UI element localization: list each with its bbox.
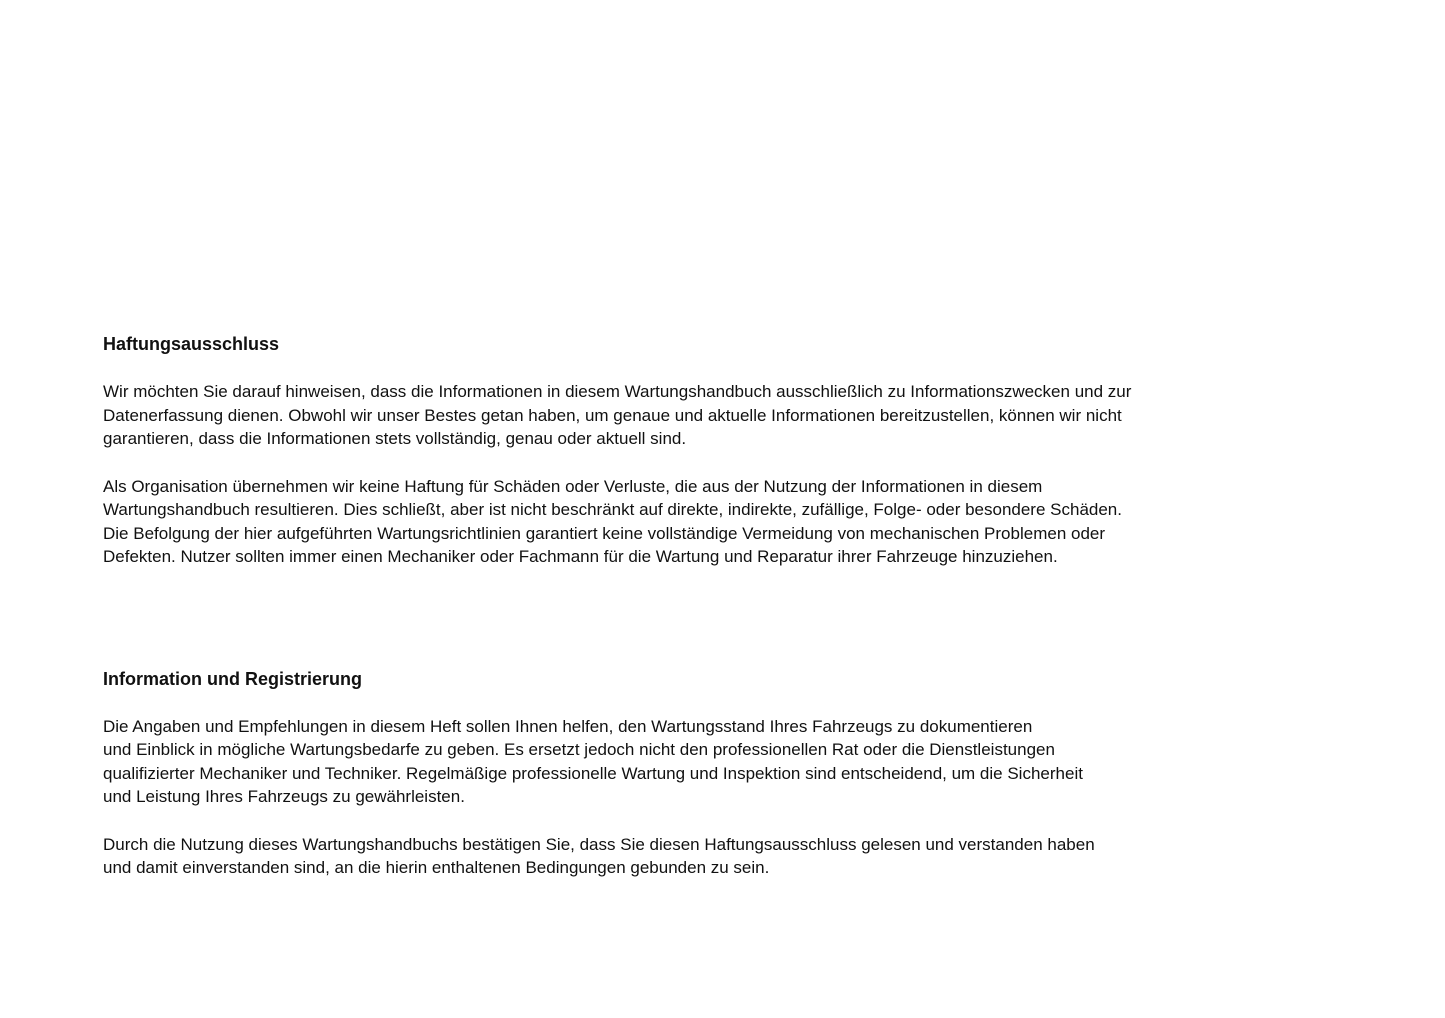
paragraph-disclaimer-info-purpose: Wir möchten Sie darauf hinweisen, dass die Informationen in diesem Wartungshandbuch ausschließlich zu Informationszwecken und zur Datenerfassung dienen. Obwohl wir unser Bestes getan haben, um genaue und aktuelle Informationen bereitzustellen, können wir nicht garantieren, dass die Informationen stets vollständig, genau oder aktuell sind.	[103, 382, 1132, 448]
document-content	[103, 332, 1383, 880]
paragraph-disclaimer-liability: Als Organisation übernehmen wir keine Haftung für Schäden oder Verluste, die aus der Nutzung der Informationen in diesem Wartungshandbuch resultieren. Dies schließt, aber ist nicht beschränkt auf direkte, indirekte, zufällige, Folge- oder besondere Schäden. Die Befolgung der hier aufgeführten Wartungsrichtlinien garantiert keine vollständige Vermeidung von mechanischen Problemen oder Defekten. Nutzer sollten immer einen Mechaniker oder Fachmann für die Wartung und Reparatur ihrer Fahrzeuge hinzuziehen.	[103, 476, 1122, 566]
heading-information-registrierung: Information und Registrierung	[103, 668, 362, 689]
heading-haftungsausschluss: Haftungsausschluss	[103, 334, 280, 354]
section-haftungsausschluss	[103, 332, 1383, 569]
paragraph-registration-agreement: Durch die Nutzung dieses Wartungshandbuchs bestätigen Sie, dass Sie diesen Haftungsausschluss gelesen und verstanden haben und damit einverstanden sind, an die hierin enthaltenen Bedingungen gebunden zu sein.	[103, 834, 1095, 877]
section-information-registrierung	[103, 667, 1383, 880]
paragraph-registration-purpose: Die Angaben und Empfehlungen in diesem Heft sollen Ihnen helfen, den Wartungsstand Ihres Fahrzeugs zu dokumentieren und Einblick in mögliche Wartungsbedarfe zu geben. Es ersetzt jedoch nicht den professionellen Rat oder die Dienstleistungen qualifizierter Mechaniker und Techniker. Regelmäßige professionelle Wartung und Inspektion sind entscheidend, um die Sicherheit und Leistung Ihres Fahrzeugs zu gewährleisten.	[103, 716, 1083, 806]
